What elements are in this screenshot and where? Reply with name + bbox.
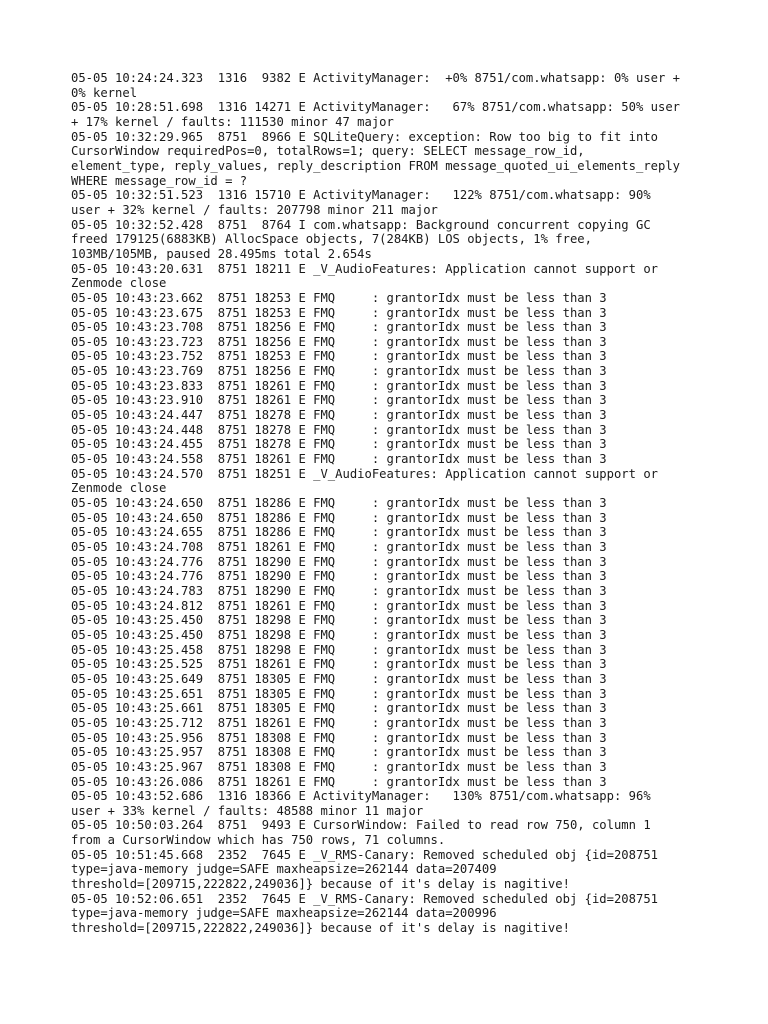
log-line: 05-05 10:43:24.812 8751 18261 E FMQ : grantorIdx must be less than 3: [71, 598, 607, 613]
log-line: element_type, reply_values, reply_description FROM message_quoted_ui_elements_reply: [71, 158, 681, 173]
log-line: 05-05 10:43:24.783 8751 18290 E FMQ : grantorIdx must be less than 3: [71, 583, 607, 598]
log-line: 05-05 10:43:25.661 8751 18305 E FMQ : grantorIdx must be less than 3: [71, 701, 607, 716]
log-line: 103MB/105MB, paused 28.495ms total 2.654s: [71, 246, 372, 261]
log-line: 05-05 10:43:24.650 8751 18286 E FMQ : grantorIdx must be less than 3: [71, 510, 607, 525]
log-line: 05-05 10:43:25.525 8751 18261 E FMQ : grantorIdx must be less than 3: [71, 657, 607, 672]
log-line: user + 33% kernel / faults: 48588 minor 11 major: [71, 803, 424, 818]
log-line: user + 32% kernel / faults: 207798 minor 211 major: [71, 202, 438, 217]
log-line: 05-05 10:32:52.428 8751 8764 I com.whatsapp: Background concurrent copying GC: [71, 217, 651, 232]
log-line: 05-05 10:43:24.650 8751 18286 E FMQ : grantorIdx must be less than 3: [71, 496, 607, 511]
log-line: 05-05 10:43:23.769 8751 18256 E FMQ : grantorIdx must be less than 3: [71, 364, 607, 379]
log-line: 05-05 10:43:23.723 8751 18256 E FMQ : grantorIdx must be less than 3: [71, 334, 607, 349]
log-line: type=java-memory judge=SAFE maxheapsize=262144 data=207409: [71, 862, 497, 877]
log-line: 05-05 10:43:23.752 8751 18253 E FMQ : grantorIdx must be less than 3: [71, 349, 607, 364]
log-line: freed 179125(6883KB) AllocSpace objects, 7(284KB) LOS objects, 1% free,: [71, 232, 592, 247]
log-line: 05-05 10:43:24.558 8751 18261 E FMQ : grantorIdx must be less than 3: [71, 452, 607, 467]
log-line: 05-05 10:43:24.447 8751 18278 E FMQ : grantorIdx must be less than 3: [71, 408, 607, 423]
log-line: 05-05 10:43:23.675 8751 18253 E FMQ : grantorIdx must be less than 3: [71, 305, 607, 320]
log-line: 05-05 10:43:24.448 8751 18278 E FMQ : grantorIdx must be less than 3: [71, 422, 607, 437]
log-line: 05-05 10:43:25.649 8751 18305 E FMQ : grantorIdx must be less than 3: [71, 671, 607, 686]
log-line: 05-05 10:52:06.651 2352 7645 E _V_RMS-Canary: Removed scheduled obj {id=208751: [71, 891, 658, 906]
log-line: Zenmode close: [71, 481, 167, 496]
log-line: from a CursorWindow which has 750 rows, 71 columns.: [71, 833, 446, 848]
log-line: threshold=[209715,222822,249036]} because of it's delay is nagitive!: [71, 877, 570, 892]
log-line: 05-05 10:43:24.455 8751 18278 E FMQ : grantorIdx must be less than 3: [71, 437, 607, 452]
log-line: 05-05 10:43:25.957 8751 18308 E FMQ : grantorIdx must be less than 3: [71, 745, 607, 760]
log-line: WHERE message_row_id = ?: [71, 173, 248, 188]
log-line: threshold=[209715,222822,249036]} because of it's delay is nagitive!: [71, 921, 570, 936]
log-line: 05-05 10:43:23.662 8751 18253 E FMQ : grantorIdx must be less than 3: [71, 290, 607, 305]
log-line: 05-05 10:32:29.965 8751 8966 E SQLiteQuery: exception: Row too big to fit into: [71, 129, 658, 144]
log-line: 05-05 10:43:20.631 8751 18211 E _V_AudioFeatures: Application cannot support or: [71, 261, 658, 276]
log-line: 05-05 10:28:51.698 1316 14271 E ActivityManager: 67% 8751/com.whatsapp: 50% user: [71, 100, 681, 115]
log-line: 0% kernel: [71, 85, 138, 100]
log-line: 05-05 10:43:26.086 8751 18261 E FMQ : grantorIdx must be less than 3: [71, 774, 607, 789]
log-line: 05-05 10:43:23.910 8751 18261 E FMQ : grantorIdx must be less than 3: [71, 393, 607, 408]
log-line: 05-05 10:43:25.956 8751 18308 E FMQ : grantorIdx must be less than 3: [71, 730, 607, 745]
log-line: 05-05 10:43:25.450 8751 18298 E FMQ : grantorIdx must be less than 3: [71, 613, 607, 628]
log-line: 05-05 10:43:23.708 8751 18256 E FMQ : grantorIdx must be less than 3: [71, 320, 607, 335]
log-line: 05-05 10:50:03.264 8751 9493 E CursorWindow: Failed to read row 750, column 1: [71, 818, 651, 833]
log-line: 05-05 10:24:24.323 1316 9382 E ActivityManager: +0% 8751/com.whatsapp: 0% user +: [71, 71, 681, 85]
log-line: 05-05 10:43:24.708 8751 18261 E FMQ : grantorIdx must be less than 3: [71, 540, 607, 554]
log-line: 05-05 10:43:24.570 8751 18251 E _V_AudioFeatures: Application cannot support or: [71, 466, 658, 481]
log-line: Zenmode close: [71, 276, 167, 291]
log-line: 05-05 10:43:24.776 8751 18290 E FMQ : grantorIdx must be less than 3: [71, 554, 607, 569]
log-line: 05-05 10:43:25.458 8751 18298 E FMQ : grantorIdx must be less than 3: [71, 642, 607, 657]
log-line: 05-05 10:43:52.686 1316 18366 E ActivityManager: 130% 8751/com.whatsapp: 96%: [71, 789, 651, 804]
log-line: CursorWindow requiredPos=0, totalRows=1; query: SELECT message_row_id,: [71, 144, 585, 159]
log-line: 05-05 10:43:25.712 8751 18261 E FMQ : grantorIdx must be less than 3: [71, 715, 607, 730]
log-line: 05-05 10:43:24.655 8751 18286 E FMQ : grantorIdx must be less than 3: [71, 525, 607, 540]
log-line: 05-05 10:32:51.523 1316 15710 E ActivityManager: 122% 8751/com.whatsapp: 90%: [71, 188, 651, 203]
log-line: + 17% kernel / faults: 111530 minor 47 major: [71, 114, 394, 129]
log-line: type=java-memory judge=SAFE maxheapsize=262144 data=200996: [71, 906, 497, 921]
log-line: 05-05 10:43:25.651 8751 18305 E FMQ : grantorIdx must be less than 3: [71, 686, 607, 701]
log-line: 05-05 10:51:45.668 2352 7645 E _V_RMS-Canary: Removed scheduled obj {id=208751: [71, 847, 658, 862]
log-line: 05-05 10:43:24.776 8751 18290 E FMQ : grantorIdx must be less than 3: [71, 569, 607, 584]
log-document: [71, 71, 701, 936]
log-line: 05-05 10:43:25.450 8751 18298 E FMQ : grantorIdx must be less than 3: [71, 627, 607, 642]
log-line: 05-05 10:43:23.833 8751 18261 E FMQ : grantorIdx must be less than 3: [71, 378, 607, 393]
log-line: 05-05 10:43:25.967 8751 18308 E FMQ : grantorIdx must be less than 3: [71, 759, 607, 774]
